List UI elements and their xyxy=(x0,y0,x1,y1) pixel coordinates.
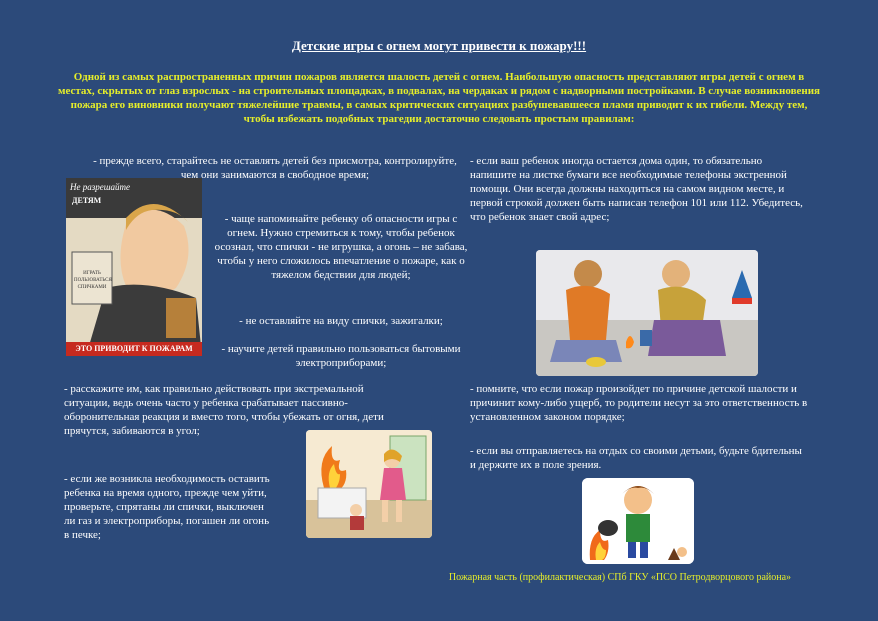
intro-paragraph: Одной из самых распространенных причин пожаров является шалость детей с огнем. Наибольшую опасность представляют игры детей с огнем в местах, скрытых от глаз взрослых - на строительных площадках, в подвалах, на чердаках и рядом с надворными постройками. В случае возникновения пожара его виновники получают тяжелейшие травмы, в самых критических ситуациях разбушевавшееся пламя приводит к их гибели. Между тем, чтобы избежать подобных трагедии достаточно следовать простым правилам: xyxy=(58,71,821,125)
poster-bottom-text: ЭТО ПРИВОДИТ К ПОЖАРАМ xyxy=(75,344,193,353)
left-item-5: - расскажите им, как правильно действовать при экстремальной ситуации, ведь очень часто у ребенка срабатывает пассивно-оборонительная реакция и вместо того, чтобы убежать от огня, дети прячутся, забиваются в угол; xyxy=(64,383,384,437)
poster-top-text: Не разрешайте xyxy=(70,182,131,192)
fire-room-drawing xyxy=(306,430,432,538)
page-title: Детские игры с огнем могут привести к пожару!!! xyxy=(291,38,587,53)
kids-matches-photo xyxy=(536,250,758,376)
left-item-1: - прежде всего, старайтесь не оставлять детей без присмотра, контролируйте, чем они занимаются в свободное время; xyxy=(93,155,457,181)
poster-sign-text: ИГРАТЬ ПОЛЬЗОВАТЬСЯ СПИЧКАМИ xyxy=(74,271,112,290)
scared-boy-drawing xyxy=(582,478,694,564)
right-item-2: - помните, что если пожар произойдет по причине детской шалости и причинит кому-либо ущерб, то родители несут за это ответственность в установленном законом порядке; xyxy=(470,383,808,423)
left-item-3: - не оставляйте на виду спички, зажигалки; xyxy=(239,315,443,327)
right-item-1: - если ваш ребенок иногда остается дома один, то обязательно напишите на листке бумаги все необходимые телефоны экстренной помощи. Они всегда должны находиться на самом видном месте, и первой строкой должен быть написан телефон 101 или 112. Убедитесь, что ребенок знает свой адрес; xyxy=(470,155,803,223)
poster-image xyxy=(66,178,202,356)
right-item-3: - если вы отправляетесь на отдых со своими детьми, будьте бдительны и держите их в поле зрения. xyxy=(470,445,802,471)
scared-boy-illustration xyxy=(582,478,694,564)
kids-matches-drawing xyxy=(536,250,758,376)
left-item-4: - научите детей правильно пользоваться бытовыми электроприборами; xyxy=(221,343,461,369)
fire-room-illustration xyxy=(306,430,432,538)
left-item-6: - если же возникла необходимость оставить ребенка на время одного, прежде чем уйти, проверьте, спрятаны ли спички, выключен ли газ и электроприборы, погашен ли огонь в печке; xyxy=(64,473,270,541)
poster-top-text2: ДЕТЯМ xyxy=(72,196,102,205)
footer-organization: Пожарная часть (профилактическая) СПб ГКУ «ПСО Петродворцового района» xyxy=(448,572,792,583)
left-item-2: - чаще напоминайте ребенку об опасности игры с огнем. Нужно стремиться к тому, чтобы ребенок осознал, что спички - не игрушка, а огонь – не забава, чтобы у него сложилось впечатление о пожаре, как о тяжелом бедствии для людей; xyxy=(214,213,468,281)
